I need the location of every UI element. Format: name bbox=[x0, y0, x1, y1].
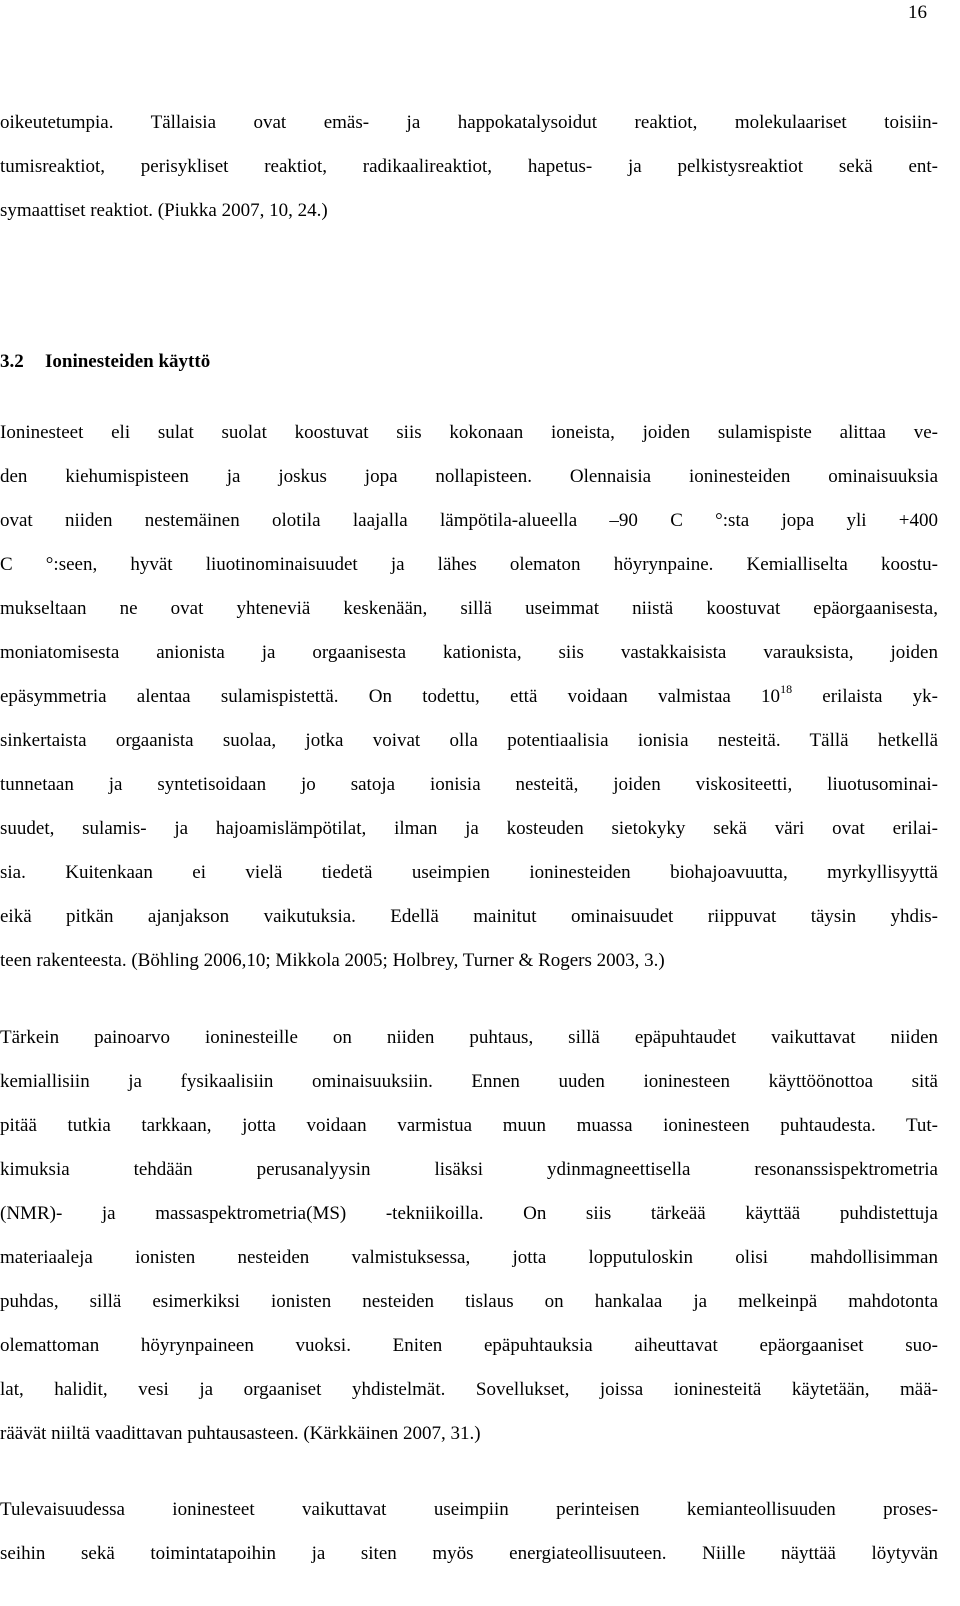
para4-line-2: seihin sekä toimintatapoihin ja siten myös energiateollisuuteen. Niille näyttää löytyvän bbox=[0, 1543, 938, 1564]
page-number: 16 bbox=[908, 2, 927, 23]
para2-line-8: sinkertaista orgaanista suolaa, jotka voivat olla potentiaalisia ionisia nesteitä. Tällä hetkellä bbox=[0, 730, 938, 751]
para1-line-1: oikeutetumpia. Tällaisia ovat emäs- ja happokatalysoidut reaktiot, molekulaariset toisiin- bbox=[0, 112, 938, 133]
para2-line-7 bbox=[0, 682, 938, 712]
para3-line-3: pitää tutkia tarkkaan, jotta voidaan varmistua muun muassa ioninesteen puhtaudesta. Tut- bbox=[0, 1115, 938, 1136]
para3-line-7: puhdas, sillä esimerkiksi ionisten nesteiden tislaus on hankalaa ja melkeinpä mahdotonta bbox=[0, 1291, 938, 1312]
para2-line-3: ovat niiden nestemäinen olotila laajalla lämpötila-alueella –90 C °:sta jopa yli +400 bbox=[0, 510, 938, 531]
para2-line-7-text: epäsymmetria alentaa sulamispistettä. On todettu, että voidaan valmistaa 10 bbox=[0, 686, 781, 707]
para2-line-6: moniatomisesta anionista ja orgaanisesta kationista, siis vastakkaisista varauksista, joiden bbox=[0, 642, 938, 663]
para2-line-1: Ioninesteet eli sulat suolat koostuvat siis kokonaan ioneista, joiden sulamispiste alittaa ve- bbox=[0, 422, 938, 443]
para2-line-13: teen rakenteesta. (Böhling 2006,10; Mikkola 2005; Holbrey, Turner & Rogers 2003, 3.) bbox=[0, 950, 665, 971]
para2-line-7-rest: erilaista yk- bbox=[792, 686, 938, 707]
para3-line-10: räävät niiltä vaadittavan puhtausasteen. (Kärkkäinen 2007, 31.) bbox=[0, 1423, 481, 1444]
para3-line-6: materiaaleja ionisten nesteiden valmistuksessa, jotta lopputuloskin olisi mahdollisimman bbox=[0, 1247, 938, 1268]
para2-line-4: C °:seen, hyvät liuotinominaisuudet ja lähes olematon höyrynpaine. Kemialliselta koostu- bbox=[0, 554, 938, 575]
para3-line-2: kemiallisiin ja fysikaalisiin ominaisuuksiin. Ennen uuden ioninesteen käyttöönottoa sitä bbox=[0, 1071, 938, 1092]
para1-line-3: symaattiset reaktiot. (Piukka 2007, 10, 24.) bbox=[0, 200, 328, 221]
para2-line-11: sia. Kuitenkaan ei vielä tiedetä useimpien ioninesteiden biohajoavuutta, myrkyllisyyttä bbox=[0, 862, 938, 883]
exponent: 18 bbox=[780, 682, 793, 696]
para2-line-12: eikä pitkän ajanjakson vaikutuksia. Edellä mainitut ominaisuudet riippuvat täysin yhdis- bbox=[0, 906, 938, 927]
para2-line-10: suudet, sulamis- ja hajoamislämpötilat, ilman ja kosteuden sietokyky sekä väri ovat erilai- bbox=[0, 818, 938, 839]
para2-line-5: mukseltaan ne ovat yhteneviä keskenään, sillä useimmat niistä koostuvat epäorgaanisesta, bbox=[0, 598, 938, 619]
para1-line-2: tumisreaktiot, perisykliset reaktiot, radikaalireaktiot, hapetus- ja pelkistysreaktiot sekä ent- bbox=[0, 156, 938, 177]
para3-line-8: olemattoman höyrynpaineen vuoksi. Eniten epäpuhtauksia aiheuttavat epäorgaaniset suo- bbox=[0, 1335, 938, 1356]
para3-line-4: kimuksia tehdään perusanalyysin lisäksi ydinmagneettisella resonanssispektrometria bbox=[0, 1159, 938, 1180]
para3-line-1: Tärkein painoarvo ioninesteille on niiden puhtaus, sillä epäpuhtaudet vaikuttavat niiden bbox=[0, 1027, 938, 1048]
para2-line-2: den kiehumispisteen ja joskus jopa nollapisteen. Olennaisia ioninesteiden ominaisuuksia bbox=[0, 466, 938, 487]
section-heading bbox=[0, 347, 210, 377]
para2-line-9: tunnetaan ja syntetisoidaan jo satoja ionisia nesteitä, joiden viskositeetti, liuotusominai- bbox=[0, 774, 938, 795]
para3-line-5: (NMR)- ja massaspektrometria(MS) -tekniikoilla. On siis tärkeää käyttää puhdistettuja bbox=[0, 1203, 938, 1224]
section-title: Ioninesteiden käyttö bbox=[45, 351, 211, 372]
para4-line-1: Tulevaisuudessa ioninesteet vaikuttavat useimpiin perinteisen kemianteollisuuden proses- bbox=[0, 1499, 938, 1520]
section-number: 3.2 bbox=[0, 351, 24, 372]
para3-line-9: lat, halidit, vesi ja orgaaniset yhdistelmät. Sovellukset, joissa ioninesteitä käytetään, mää- bbox=[0, 1379, 938, 1400]
